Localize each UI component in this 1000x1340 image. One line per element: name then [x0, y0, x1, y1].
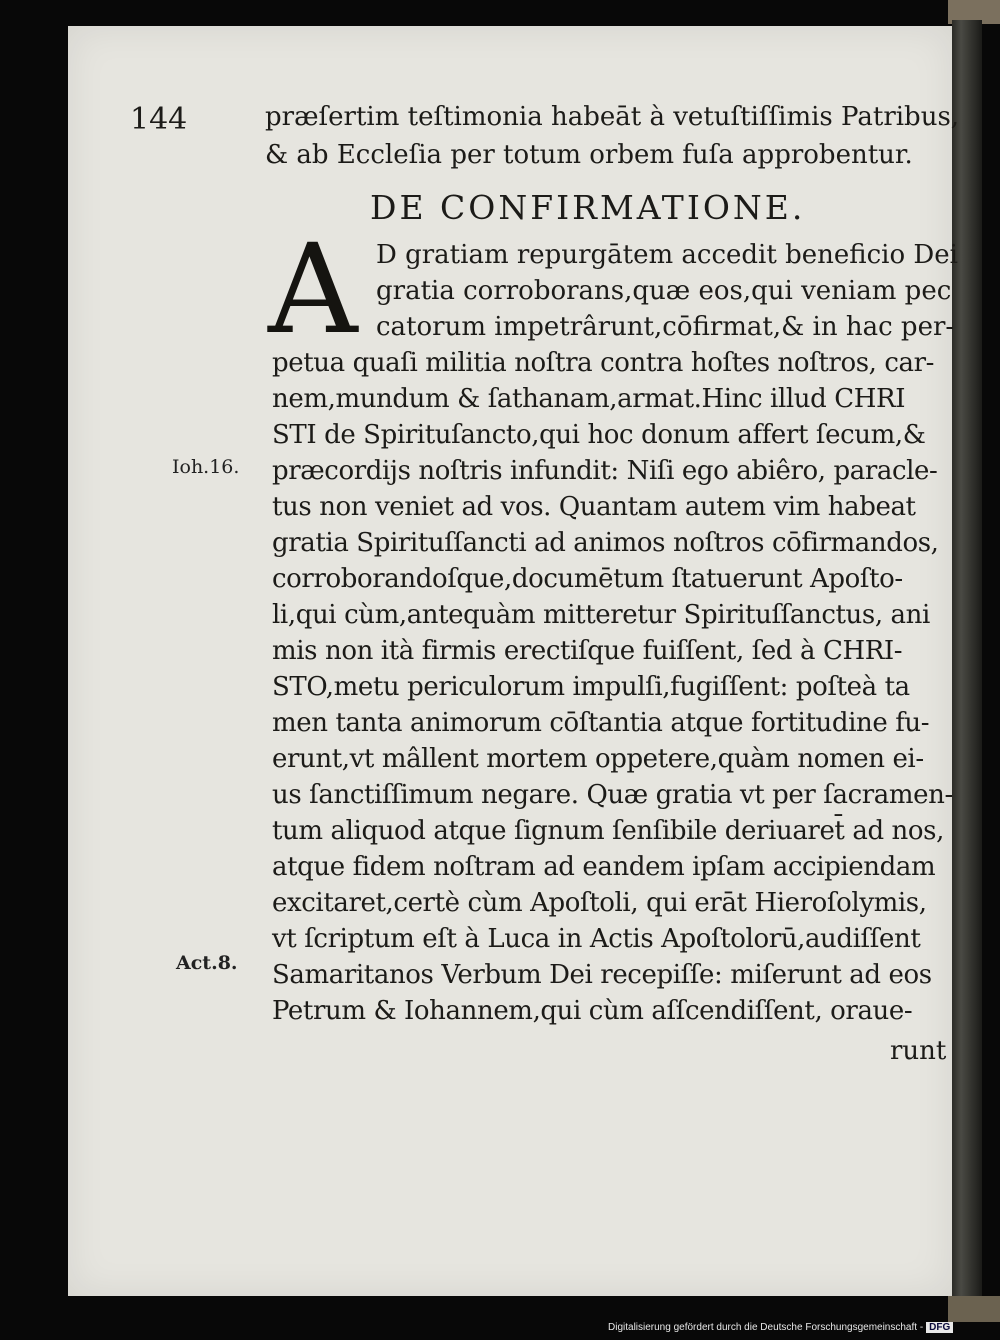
section-heading: DE CONFIRMATIONE.: [370, 188, 806, 227]
margin-note-acts: Act.8.: [176, 952, 238, 974]
body-line: vt ſcriptum eſt à Luca in Actis Apoſtolorū,audiſſent: [272, 924, 921, 954]
page-edge: [952, 20, 982, 1302]
body-line: Samaritanos Verbum Dei recepiſſe: miſerunt ad eos: [272, 960, 932, 990]
body-line: tum aliquod atque ſignum ſenſibile deriuaret̄ ad nos,: [272, 816, 944, 846]
dfg-logo: DFG: [926, 1322, 953, 1333]
body-line: li,qui cùm,antequàm mitteretur Spirituſſanctus, ani: [272, 600, 930, 630]
header-line-2: & ab Eccleſia per totum orbem fuſa approbentur.: [265, 140, 913, 170]
body-line: STI de Spirituſancto,qui hoc donum affert ſecum,&: [272, 420, 926, 450]
catchword: runt: [890, 1036, 947, 1066]
body-line: men tanta animorum cōſtantia atque fortitudine fu-: [272, 708, 930, 738]
margin-note-john: Ioh.16.: [172, 456, 240, 478]
credit-text: Digitalisierung gefördert durch die Deutsche Forschungsgemeinschaft -: [608, 1322, 924, 1333]
body-line: mis non ità firmis erectiſque fuiſſent, ſed à CHRI-: [272, 636, 903, 666]
body-line: us ſanctiſſimum negare. Quæ gratia vt per ſacramen-: [272, 780, 953, 810]
page-number: 144: [130, 102, 188, 137]
drop-cap: A: [268, 218, 358, 362]
body-line: excitaret,certè cùm Apoſtoli, qui erāt Hieroſolymis,: [272, 888, 927, 918]
body-line: corroborandoſque,documētum ſtatuerunt Apoſto-: [272, 564, 903, 594]
body-line: D gratiam repurgātem accedit beneficio Dei: [376, 240, 958, 270]
body-line: erunt,vt mâllent mortem oppetere,quàm nomen ei-: [272, 744, 924, 774]
body-line: petua quaſi militia noſtra contra hoſtes noſtros, car-: [272, 348, 935, 378]
body-line: gratia Spirituſſancti ad animos noſtros cōfirmandos,: [272, 528, 939, 558]
body-line: nem,mundum & ſathanam,armat.Hinc illud CHRI: [272, 384, 906, 414]
digitization-credit: [608, 1322, 953, 1333]
body-line: tus non veniet ad vos. Quantam autem vim habeat: [272, 492, 916, 522]
body-line: Petrum & Iohannem,qui cùm aſſcendiſſent, oraue-: [272, 996, 913, 1026]
body-line: STO,metu periculorum impulſi,fugiſſent: poſteà ta: [272, 672, 910, 702]
body-line: catorum impetrârunt,cōfirmat,& in hac per-: [376, 312, 955, 342]
book-corner-bottom: [948, 1296, 1000, 1322]
body-line: gratia corroborans,quæ eos,qui veniam pec: [376, 276, 952, 306]
body-line: præcordijs noſtris infundit: Niſi ego abiêro, paracle-: [272, 456, 938, 486]
body-line: atque fidem noſtram ad eandem ipſam accipiendam: [272, 852, 936, 882]
header-line-1: præſertim teſtimonia habeāt à vetuſtiſſimis Patribus,: [265, 102, 960, 132]
